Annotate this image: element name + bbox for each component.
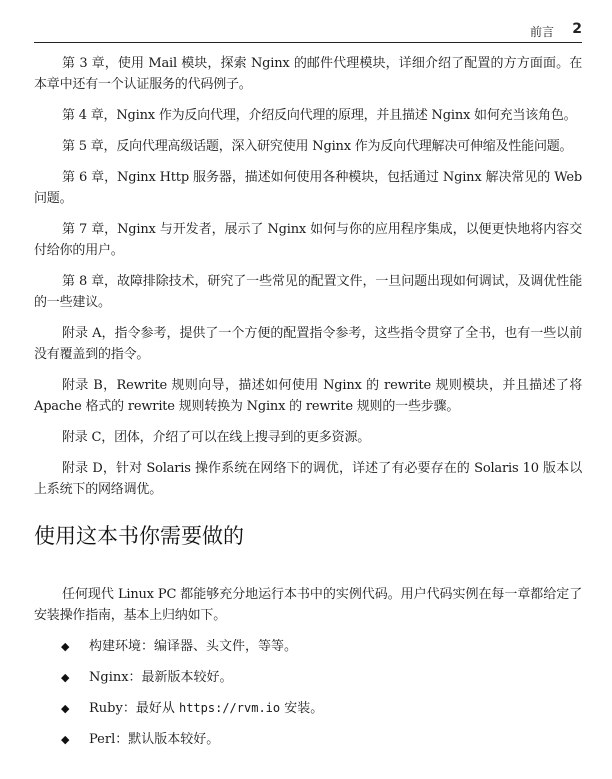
- list-item-text-suffix: 安装。: [280, 701, 324, 716]
- chapter-7-paragraph: 第 7 章，Nginx 与开发者，展示了 Nginx 如何与你的应用程序集成，以便更快地将内容交付给你的用户。: [34, 222, 582, 258]
- chapter-5-paragraph: 第 5 章，反向代理高级话题，深入研究使用 Nginx 作为反向代理解决可伸缩及性能问题。: [62, 139, 573, 154]
- section-heading: 使用这本书你需要做的: [34, 524, 244, 548]
- diamond-bullet-icon: ◆: [61, 702, 70, 715]
- page-number: 2: [572, 21, 582, 37]
- chapter-8-paragraph: 第 8 章，故障排除技术，研究了一些常见的配置文件，一旦问题出现如何调试，及调优性能的一些建议。: [34, 274, 582, 310]
- requirements-list: [34, 636, 582, 750]
- appendix-b-paragraph: 附录 B，Rewrite 规则向导，描述如何使用 Nginx 的 rewrite 规则模块，并且描述了将 Apache 格式的 rewrite 规则转换为 Nginx 的 rewrite 规则的一些步骤。: [34, 378, 582, 414]
- rvm-url: https://rvm.io: [178, 701, 281, 715]
- page-body: [34, 53, 582, 760]
- list-item: [34, 636, 582, 657]
- list-item-text: 构建环境：编译器、头文件，等等。: [89, 639, 298, 654]
- list-item-text-prefix: Ruby：最好从: [89, 701, 179, 716]
- diamond-bullet-icon: ◆: [61, 733, 70, 746]
- diamond-bullet-icon: ◆: [61, 671, 70, 684]
- chapter-6-paragraph: 第 6 章，Nginx Http 服务器，描述如何使用各种模块，包括通过 Nginx 解决常见的 Web 问题。: [34, 170, 582, 206]
- list-item-text: Nginx：最新版本较好。: [89, 670, 233, 685]
- appendix-c-paragraph: 附录 C，团体，介绍了可以在线上搜寻到的更多资源。: [62, 430, 371, 445]
- chapter-4-paragraph: 第 4 章，Nginx 作为反向代理，介绍反向代理的原理，并且描述 Nginx 如何充当该角色。: [62, 108, 577, 123]
- list-item: [34, 667, 582, 688]
- list-item: [34, 729, 582, 750]
- running-header: [34, 22, 582, 43]
- appendix-a-paragraph: 附录 A，指令参考，提供了一个方便的配置指令参考，这些指令贯穿了全书，也有一些以前没有覆盖到的指令。: [34, 326, 582, 362]
- list-item: [34, 698, 582, 719]
- list-item-text: Perl：默认版本较好。: [89, 732, 220, 747]
- section-intro-paragraph: 任何现代 Linux PC 都能够充分地运行本书中的实例代码。用户代码实例在每一章都给定了安装操作指南，基本上归纳如下。: [34, 587, 582, 623]
- chapter-3-paragraph: 第 3 章，使用 Mail 模块，探索 Nginx 的邮件代理模块，详细介绍了配置的方方面面。在本章中还有一个认证服务的代码例子。: [34, 56, 582, 92]
- header-section-label: 前言: [529, 25, 554, 39]
- appendix-d-paragraph: 附录 D，针对 Solaris 操作系统在网络下的调优，详述了有必要存在的 Solaris 10 版本以上系统下的网络调优。: [34, 461, 582, 497]
- diamond-bullet-icon: ◆: [61, 640, 70, 653]
